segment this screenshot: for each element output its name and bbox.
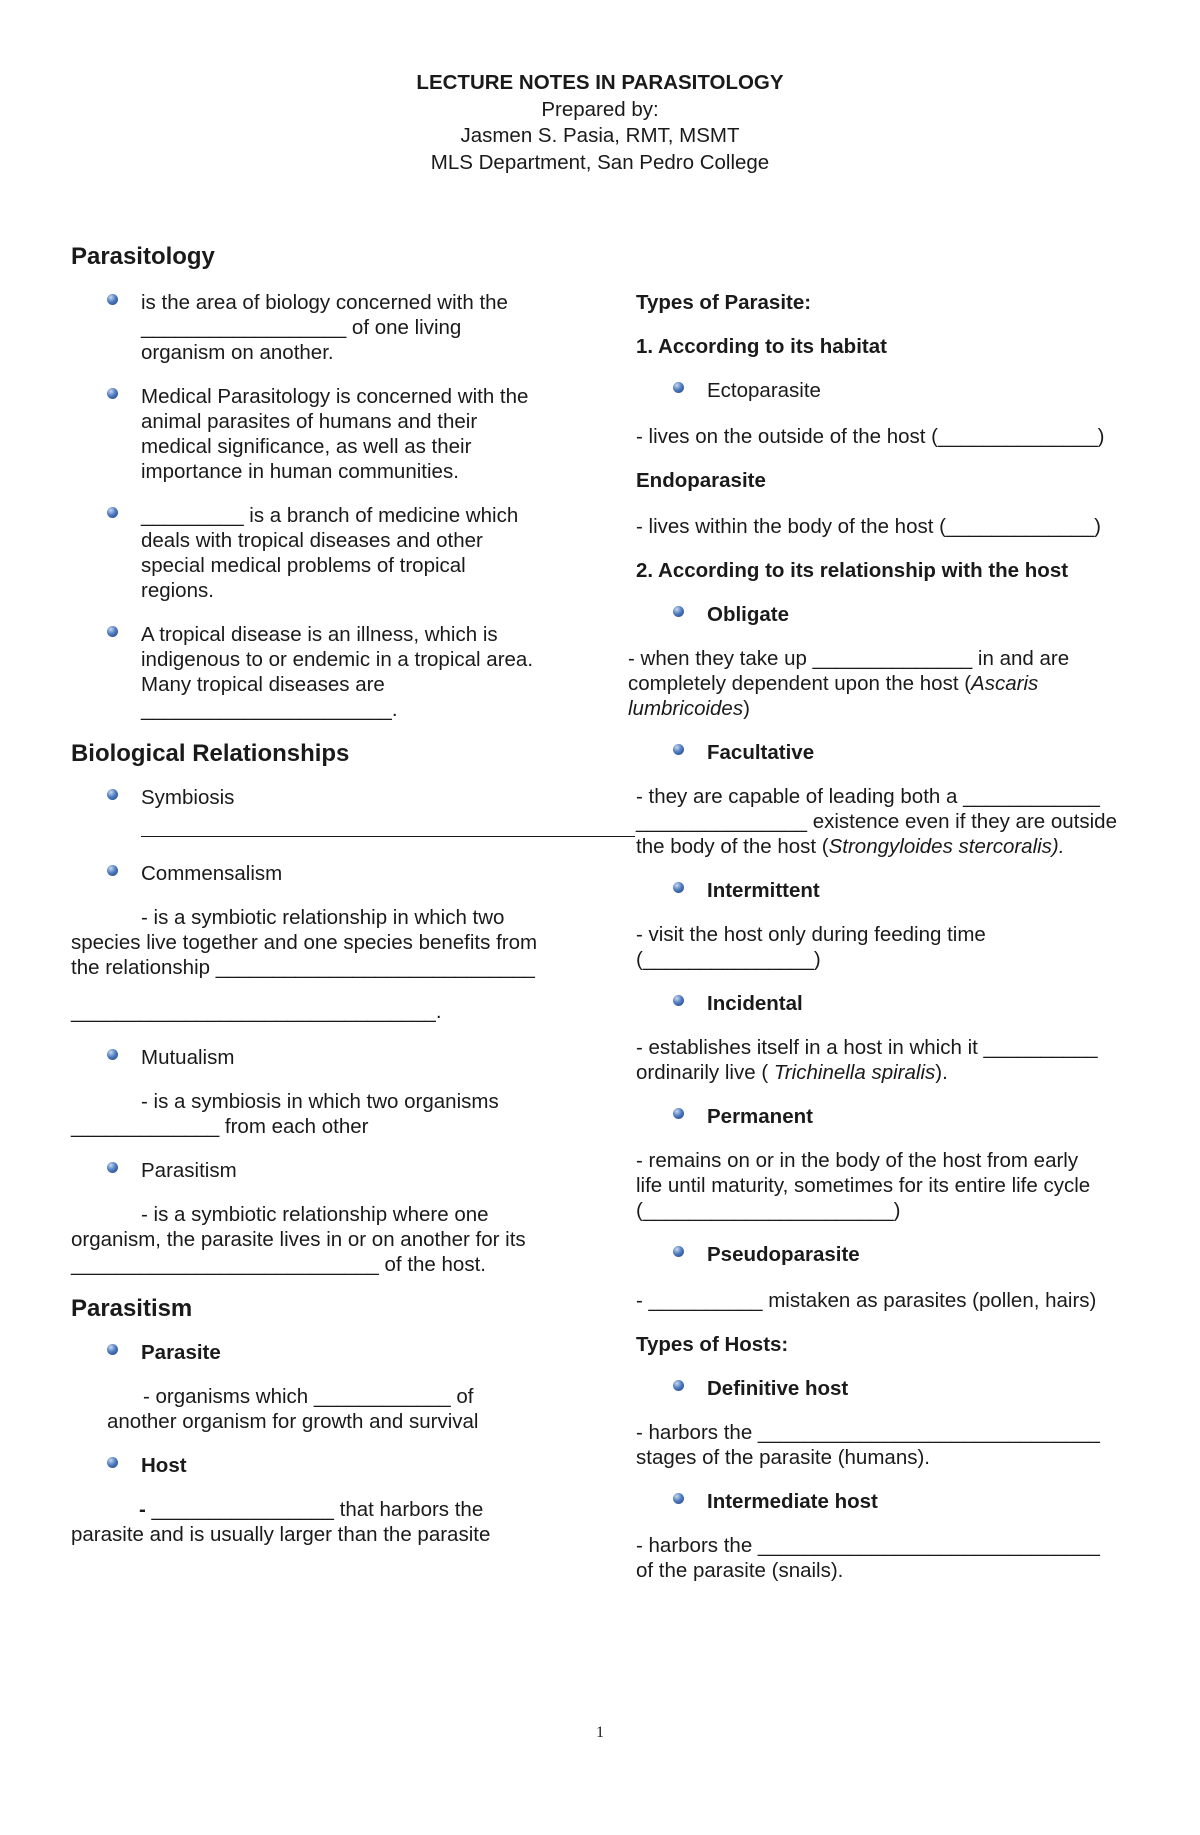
text-line: ). bbox=[935, 1061, 948, 1084]
document-title: LECTURE NOTES IN PARASITOLOGY bbox=[416, 71, 784, 94]
term-symbiosis: Symbiosis bbox=[141, 786, 235, 809]
bullet-icon bbox=[673, 995, 684, 1006]
text-line: importance in human communities. bbox=[141, 460, 459, 483]
term-incidental: Incidental bbox=[707, 992, 803, 1015]
bullet-item bbox=[636, 991, 1136, 1016]
text-line: - organisms which ____________ of bbox=[143, 1385, 474, 1408]
text-line: (_______________) bbox=[636, 948, 821, 971]
term-definitive-host: Definitive host bbox=[707, 1377, 849, 1400]
term-parasitism: Parasitism bbox=[141, 1159, 237, 1182]
text-line: medical significance, as well as their bbox=[141, 435, 472, 458]
bullet-item bbox=[71, 622, 571, 722]
text-line: organism on another. bbox=[141, 341, 334, 364]
bullet-item bbox=[71, 1340, 571, 1365]
text-line: ordinarily live ( bbox=[636, 1061, 774, 1084]
bullet-item bbox=[71, 290, 571, 365]
text-line: - is a symbiotic relationship where one bbox=[141, 1203, 489, 1226]
text-line: (______________________) bbox=[636, 1199, 901, 1222]
bullet-item bbox=[71, 861, 571, 886]
text-line: of the parasite (snails). bbox=[636, 1559, 844, 1582]
text-line: stages of the parasite (humans). bbox=[636, 1446, 930, 1469]
bullet-item bbox=[71, 1045, 571, 1070]
bullet-icon bbox=[107, 1049, 118, 1060]
bullet-icon bbox=[673, 1493, 684, 1504]
term-permanent: Permanent bbox=[707, 1105, 813, 1128]
bullet-item bbox=[636, 1104, 1136, 1129]
section-heading-parasitism: Parasitism bbox=[71, 1295, 193, 1322]
bullet-icon bbox=[107, 507, 118, 518]
definition-intermediate-host bbox=[636, 1533, 1136, 1583]
bullet-icon bbox=[107, 1457, 118, 1468]
term-endoparasite: Endoparasite bbox=[636, 469, 766, 492]
definition-incidental bbox=[636, 1035, 1136, 1085]
term-obligate: Obligate bbox=[707, 603, 790, 626]
bullet-item bbox=[71, 1453, 571, 1478]
habitat-heading: 1. According to its habitat bbox=[636, 335, 887, 358]
bullet-icon bbox=[107, 1344, 118, 1355]
text-line: ___________________________ of the host. bbox=[71, 1253, 486, 1276]
text-line: __________________ of one living bbox=[141, 316, 462, 339]
term-host: Host bbox=[141, 1454, 187, 1477]
section-heading-biological-relationships: Biological Relationships bbox=[71, 740, 350, 767]
text-line: - remains on or in the body of the host from early bbox=[636, 1149, 1079, 1172]
definition-pseudoparasite: - __________ mistaken as parasites (pollen, hairs) bbox=[636, 1289, 1097, 1312]
bullet-item bbox=[636, 1376, 1136, 1401]
bullet-item bbox=[71, 384, 571, 484]
dash: - bbox=[139, 1498, 146, 1521]
text-line: ) bbox=[743, 697, 750, 720]
definition-ectoparasite: - lives on the outside of the host (______________) bbox=[636, 425, 1105, 448]
bullet-icon bbox=[673, 382, 684, 393]
text-line: Many tropical diseases are bbox=[141, 673, 385, 696]
text-line: - they are capable of leading both a ____________ bbox=[636, 785, 1100, 808]
department-name: MLS Department, San Pedro College bbox=[430, 150, 770, 174]
right-column bbox=[628, 290, 1136, 1583]
term-intermittent: Intermittent bbox=[707, 879, 820, 902]
text-line: _____________ from each other bbox=[71, 1115, 369, 1138]
term-ectoparasite: Ectoparasite bbox=[707, 379, 821, 402]
bullet-icon bbox=[107, 789, 118, 800]
text-line: organism, the parasite lives in or on another for its bbox=[71, 1228, 526, 1251]
bullet-item bbox=[636, 740, 1136, 765]
page-number: 1 bbox=[596, 1724, 604, 1741]
bullet-icon bbox=[107, 388, 118, 399]
bullet-icon bbox=[673, 744, 684, 755]
term-parasite: Parasite bbox=[141, 1341, 221, 1364]
bullet-item bbox=[636, 378, 1136, 403]
definition-endoparasite: - lives within the body of the host (_____________) bbox=[636, 515, 1101, 538]
bullet-item bbox=[71, 503, 571, 603]
document-header bbox=[0, 70, 1200, 176]
text-line: is the area of biology concerned with the bbox=[141, 291, 508, 314]
bullet-icon bbox=[107, 626, 118, 637]
bullet-item bbox=[636, 602, 1136, 627]
types-of-hosts-heading: Types of Hosts: bbox=[636, 1333, 789, 1356]
bullet-icon bbox=[107, 1162, 118, 1173]
author-name: Jasmen S. Pasia, RMT, MSMT bbox=[460, 124, 740, 147]
term-commensalism: Commensalism bbox=[141, 862, 283, 885]
definition-intermittent bbox=[636, 922, 1136, 972]
bullet-item bbox=[636, 878, 1136, 903]
bullet-item bbox=[71, 785, 571, 810]
term-intermediate-host: Intermediate host bbox=[707, 1490, 878, 1513]
definition-host bbox=[71, 1497, 571, 1547]
bullet-icon bbox=[107, 865, 118, 876]
text-line: A tropical disease is an illness, which is bbox=[141, 623, 498, 646]
types-of-parasite-heading: Types of Parasite: bbox=[636, 291, 812, 314]
species-name: Ascaris bbox=[971, 672, 1039, 695]
text-line: animal parasites of humans and their bbox=[141, 410, 478, 433]
term-mutualism: Mutualism bbox=[141, 1046, 235, 1069]
definition-mutualism bbox=[71, 1089, 571, 1139]
text-line: another organism for growth and survival bbox=[107, 1410, 479, 1433]
text-line: species live together and one species benefits from bbox=[71, 931, 538, 954]
bullet-icon bbox=[673, 1246, 684, 1257]
term-facultative: Facultative bbox=[707, 741, 815, 764]
bullet-item bbox=[636, 1489, 1136, 1514]
text-line: - when they take up ______________ in and are bbox=[628, 647, 1070, 670]
text-line: indigenous to or endemic in a tropical area. bbox=[141, 648, 534, 671]
blank-line bbox=[141, 820, 635, 837]
relationship-heading: 2. According to its relationship with the host bbox=[636, 559, 1069, 582]
bullet-icon bbox=[107, 294, 118, 305]
text-line: ______________________. bbox=[141, 698, 398, 721]
text-line: - is a symbiotic relationship in which two bbox=[141, 906, 505, 929]
definition-parasitism bbox=[71, 1202, 571, 1277]
text-line: _________ is a branch of medicine which bbox=[141, 504, 519, 527]
text-line: - harbors the ______________________________ bbox=[636, 1534, 1100, 1557]
definition-commensalism bbox=[71, 905, 571, 1024]
text-line: life until maturity, sometimes for its entire life cycle bbox=[636, 1174, 1091, 1197]
species-name: lumbricoides bbox=[628, 697, 744, 720]
text-line: the relationship ____________________________ bbox=[71, 956, 535, 979]
text-line: ________________________________. bbox=[71, 1000, 442, 1023]
definition-definitive-host bbox=[636, 1420, 1136, 1470]
text-line: deals with tropical diseases and other bbox=[141, 529, 483, 552]
bullet-icon bbox=[673, 882, 684, 893]
bullet-icon bbox=[673, 606, 684, 617]
text-line: ________________ that harbors the bbox=[151, 1498, 484, 1521]
species-name: Trichinella spiralis bbox=[773, 1061, 936, 1084]
bullet-icon bbox=[673, 1108, 684, 1119]
text-line: Medical Parasitology is concerned with the bbox=[141, 385, 529, 408]
definition-obligate bbox=[628, 646, 1136, 721]
text-line: - establishes itself in a host in which it __________ bbox=[636, 1036, 1098, 1059]
text-line: - visit the host only during feeding time bbox=[636, 923, 986, 946]
text-line: parasite and is usually larger than the parasite bbox=[71, 1523, 491, 1546]
fill-in-blank bbox=[71, 820, 571, 837]
text-line: - is a symbiosis in which two organisms bbox=[141, 1090, 499, 1113]
text-line: the body of the host ( bbox=[636, 835, 829, 858]
species-name: Strongyloides stercoralis). bbox=[828, 835, 1065, 858]
definition-parasite bbox=[71, 1384, 571, 1434]
text-line: - harbors the ______________________________ bbox=[636, 1421, 1100, 1444]
bullet-item bbox=[636, 1242, 1136, 1267]
text-line: special medical problems of tropical bbox=[141, 554, 466, 577]
text-line: _______________ existence even if they are outside bbox=[636, 810, 1117, 833]
section-heading-parasitology: Parasitology bbox=[71, 243, 215, 270]
prepared-by-label: Prepared by: bbox=[541, 97, 659, 121]
text-line: completely dependent upon the host ( bbox=[628, 672, 972, 695]
definition-facultative bbox=[636, 784, 1136, 859]
left-column bbox=[71, 244, 571, 1547]
term-pseudoparasite: Pseudoparasite bbox=[707, 1243, 860, 1266]
definition-permanent bbox=[636, 1148, 1136, 1223]
bullet-icon bbox=[673, 1380, 684, 1391]
bullet-item bbox=[71, 1158, 571, 1183]
text-line: regions. bbox=[141, 579, 214, 602]
